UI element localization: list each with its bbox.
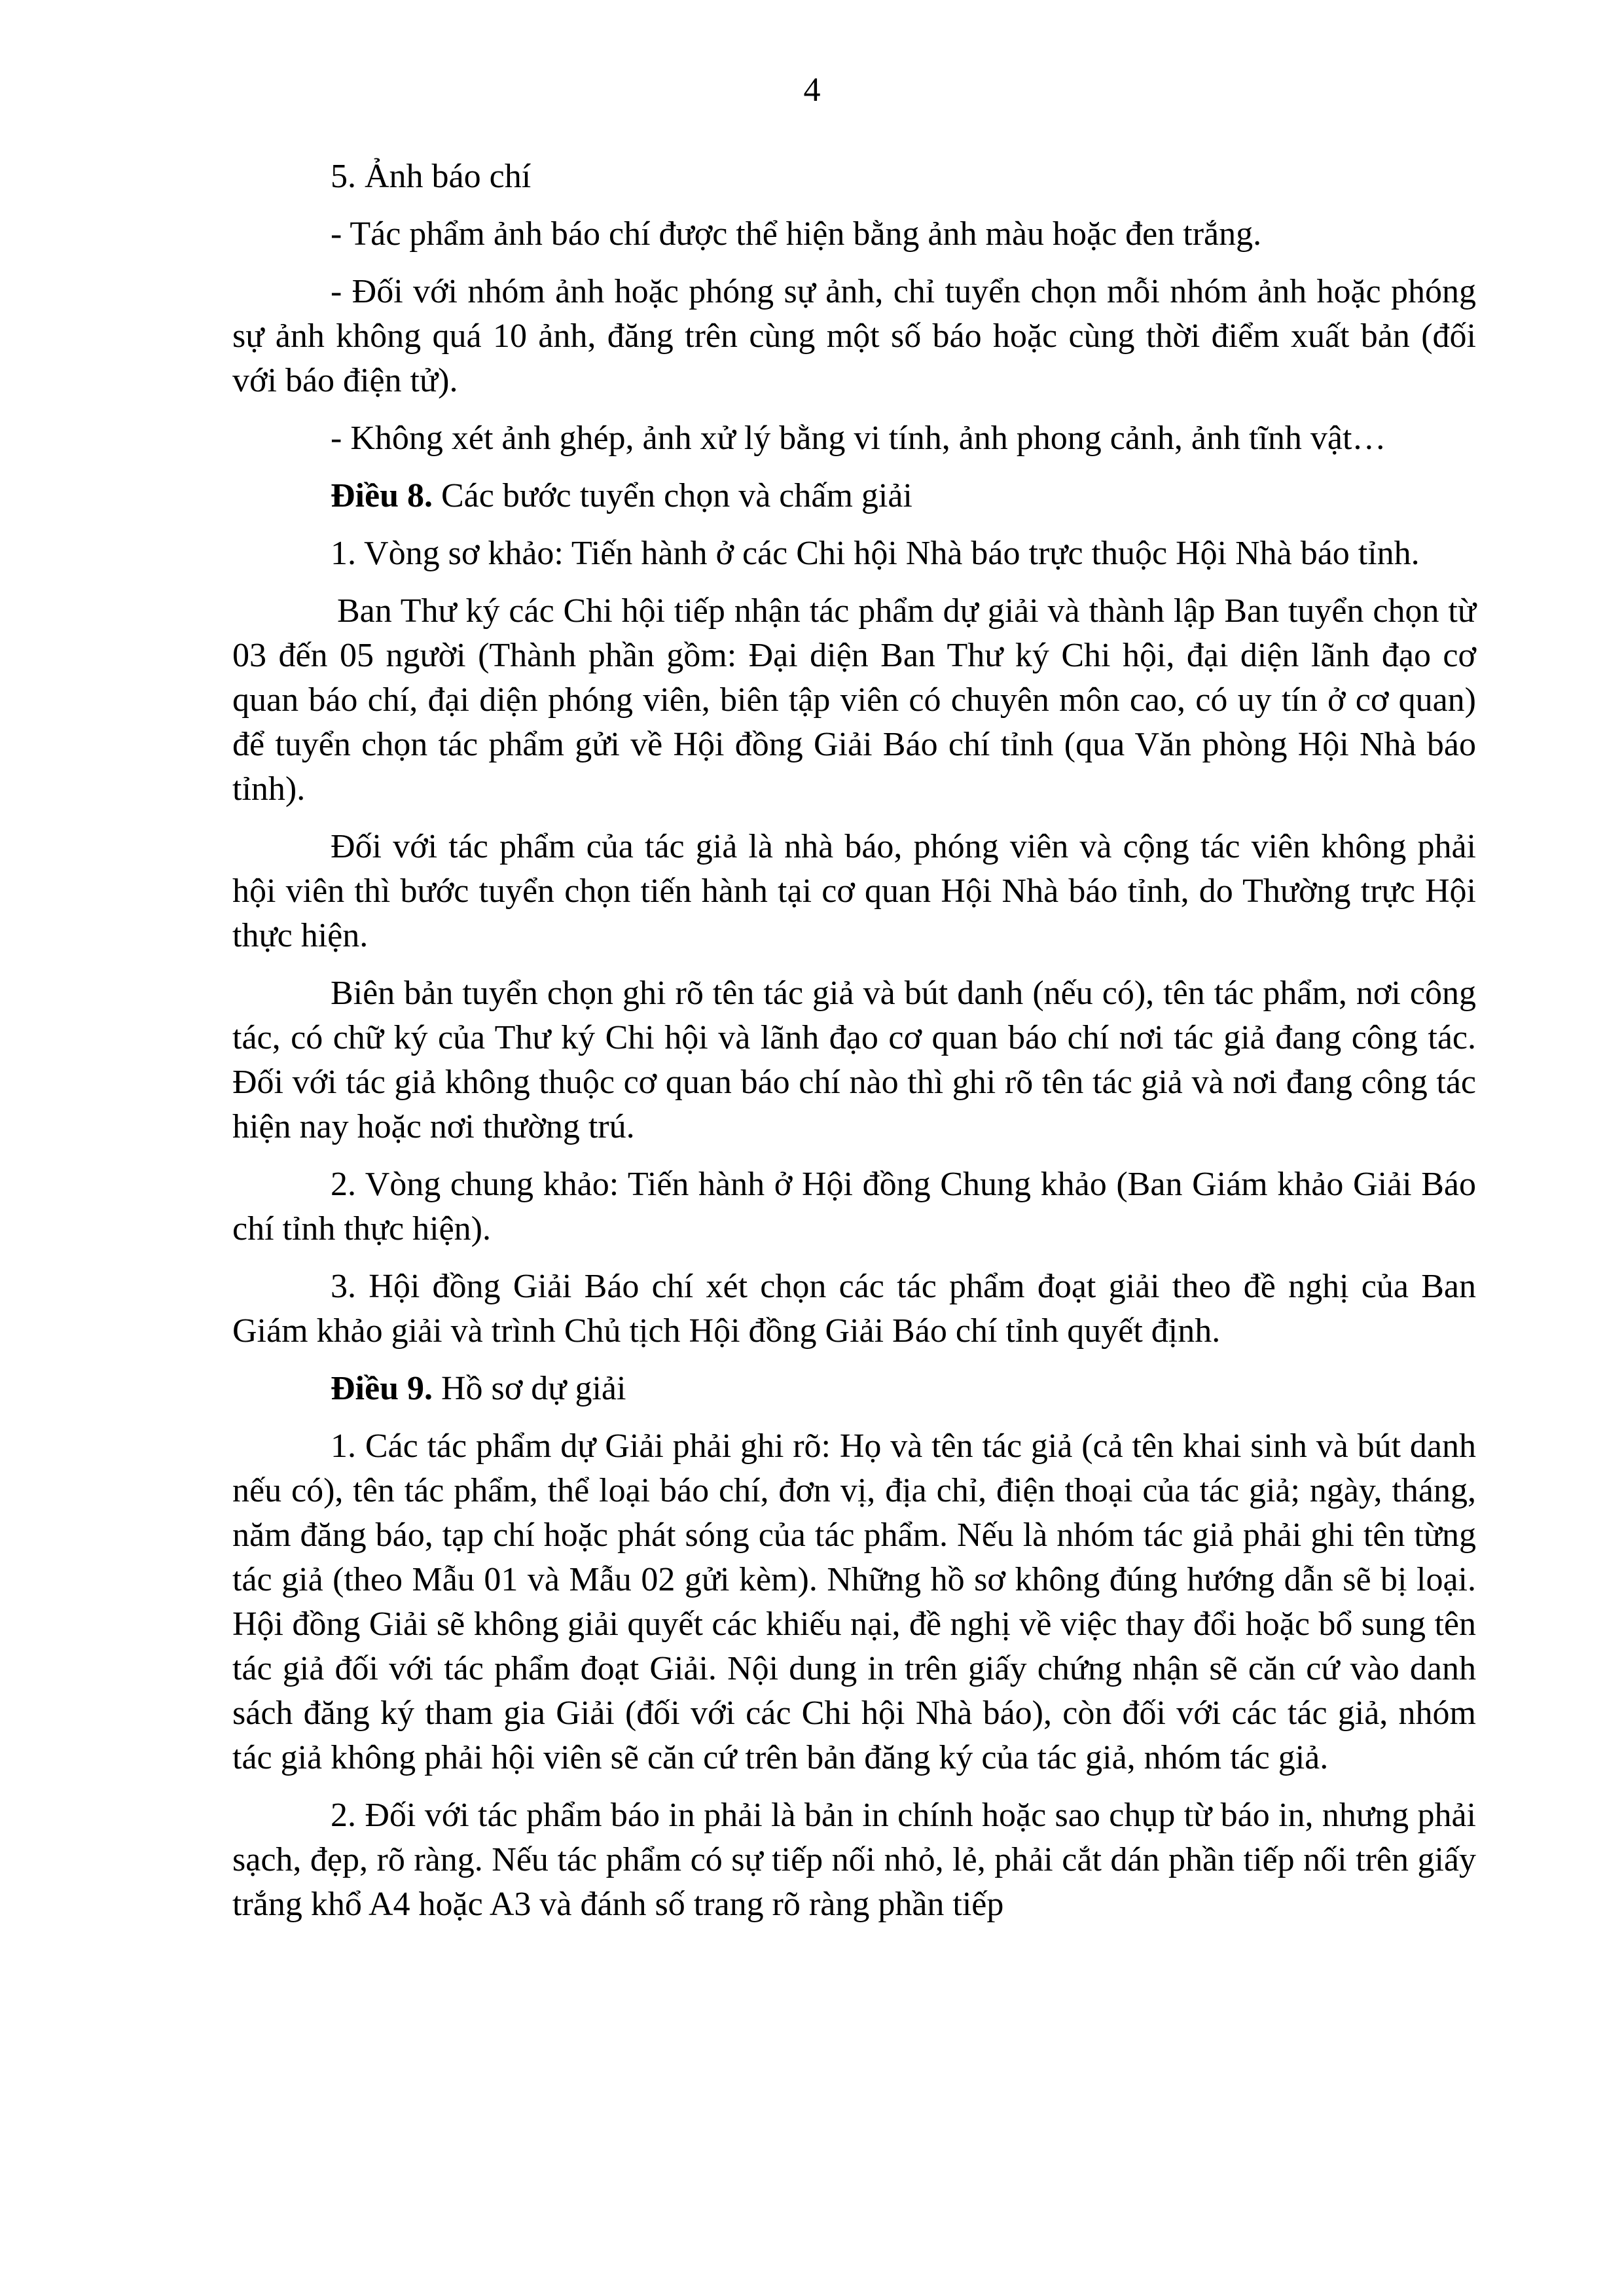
paragraph: Ban Thư ký các Chi hội tiếp nhận tác phẩm dự giải và thành lập Ban tuyển chọn từ 03 đến 05 người (Thành phần gồm: Đại diện Ban Thư ký Chi hội, đại diện lãnh đạo cơ quan báo chí, đại diện phóng viên, biên tập viên có chuyên môn cao, có uy tín ở cơ quan) để tuyển chọn tác phẩm gửi về Hội đồng Giải Báo chí tỉnh (qua Văn phòng Hội Nhà báo tỉnh). xyxy=(232,592,1476,808)
paragraph: Đối với tác phẩm của tác giả là nhà báo, phóng viên và cộng tác viên không phải hội viên thì bước tuyển chọn tiến hành tại cơ quan Hội Nhà báo tỉnh, do Thường trực Hội thực hiện. xyxy=(232,828,1476,954)
article-9-title: Hồ sơ dự giải xyxy=(433,1370,626,1407)
paragraph: 1. Vòng sơ khảo: Tiến hành ở các Chi hội Nhà báo trực thuộc Hội Nhà báo tỉnh. xyxy=(331,535,1420,572)
article-9-label: Điều 9. xyxy=(331,1370,433,1407)
paragraph: 2. Đối với tác phẩm báo in phải là bản in chính hoặc sao chụp từ báo in, nhưng phải sạch, đẹp, rõ ràng. Nếu tác phẩm có sự tiếp nối nhỏ, lẻ, phải cắt dán phần tiếp nối trên giấy trắng khổ A4 hoặc A3 và đánh số trang rõ ràng phần tiếp xyxy=(232,1797,1476,1923)
paragraph: - Đối với nhóm ảnh hoặc phóng sự ảnh, chỉ tuyển chọn mỗi nhóm ảnh hoặc phóng sự ảnh không quá 10 ảnh, đăng trên cùng một số báo hoặc cùng thời điểm xuất bản (đối với báo điện tử). xyxy=(232,273,1476,399)
paragraph: Biên bản tuyển chọn ghi rõ tên tác giả và bút danh (nếu có), tên tác phẩm, nơi công tác, có chữ ký của Thư ký Chi hội và lãnh đạo cơ quan báo chí nơi tác giả đang công tác. Đối với tác giả không thuộc cơ quan báo chí nào thì ghi rõ tên tác giả và nơi đang công tác hiện nay hoặc nơi thường trú. xyxy=(232,975,1476,1145)
document-body xyxy=(232,154,1476,1940)
article-8-heading xyxy=(232,474,1476,518)
page-number: 4 xyxy=(803,71,821,109)
paragraph: - Tác phẩm ảnh báo chí được thể hiện bằng ảnh màu hoặc đen trắng. xyxy=(331,215,1262,253)
paragraph: 2. Vòng chung khảo: Tiến hành ở Hội đồng Chung khảo (Ban Giám khảo Giải Báo chí tỉnh thực hiện). xyxy=(232,1166,1476,1247)
paragraph: 3. Hội đồng Giải Báo chí xét chọn các tác phẩm đoạt giải theo đề nghị của Ban Giám khảo giải và trình Chủ tịch Hội đồng Giải Báo chí tỉnh quyết định. xyxy=(232,1268,1476,1350)
article-8-label: Điều 8. xyxy=(331,477,433,514)
article-9-heading xyxy=(232,1367,1476,1411)
paragraph: 1. Các tác phẩm dự Giải phải ghi rõ: Họ và tên tác giả (cả tên khai sinh và bút danh nếu có), tên tác phẩm, thể loại báo chí, đơn vị, địa chỉ, điện thoại của tác giả; ngày, tháng, năm đăng báo, tạp chí hoặc phát sóng của tác phẩm. Nếu là nhóm tác giả phải ghi tên từng tác giả (theo Mẫu 01 và Mẫu 02 gửi kèm). Những hồ sơ không đúng hướng dẫn sẽ bị loại. Hội đồng Giải sẽ không giải quyết các khiếu nại, đề nghị về việc thay đổi hoặc bổ sung tên tác giả đối với tác phẩm đoạt Giải. Nội dung in trên giấy chứng nhận sẽ căn cứ vào danh sách đăng ký tham gia Giải (đối với các Chi hội Nhà báo), còn đối với các tác giả, nhóm tác giả không phải hội viên sẽ căn cứ trên bản đăng ký của tác giả, nhóm tác giả. xyxy=(232,1427,1476,1776)
section-heading-press-photo: 5. Ảnh báo chí xyxy=(331,158,532,195)
paragraph: - Không xét ảnh ghép, ảnh xử lý bằng vi tính, ảnh phong cảnh, ảnh tĩnh vật… xyxy=(331,420,1386,457)
article-8-title: Các bước tuyển chọn và chấm giải xyxy=(433,477,912,514)
